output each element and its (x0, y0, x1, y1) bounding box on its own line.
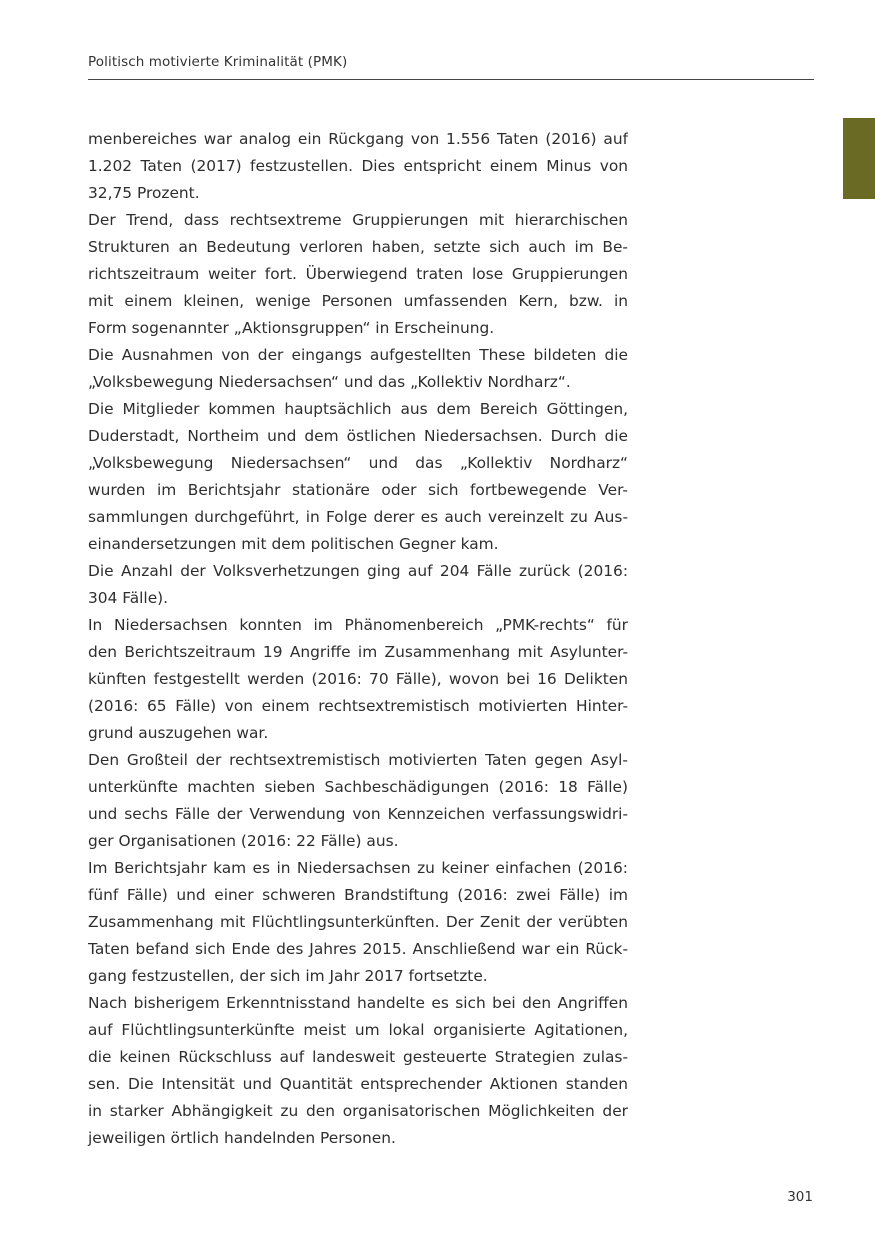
text-line: Strukturen an Bedeutung verloren haben, setzte sich auch im Be- (88, 238, 628, 256)
text-line: Zusammenhang mit Flüchtlingsunterkünften. Der Zenit der verübten (88, 913, 628, 931)
header-rule (88, 79, 814, 80)
text-line: fünf Fälle) und einer schweren Brandstiftung (2016: zwei Fälle) im (88, 886, 628, 904)
text-line: auf Flüchtlingsunterkünfte meist um lokal organisierte Agitationen, (88, 1021, 628, 1039)
text-line: Der Trend, dass rechtsextreme Gruppierungen mit hierarchischen (88, 211, 628, 229)
text-line: und sechs Fälle der Verwendung von Kennzeichen verfassungswidri- (88, 805, 628, 823)
text-line: sammlungen durchgeführt, in Folge derer es auch vereinzelt zu Aus- (88, 508, 628, 526)
page-number: 301 (787, 1189, 813, 1205)
text-line: gang festzustellen, der sich im Jahr 2017 fortsetzte. (88, 967, 488, 985)
text-line: 32,75 Prozent. (88, 184, 200, 202)
text-line: Taten befand sich Ende des Jahres 2015. Anschließend war ein Rück- (88, 940, 628, 958)
text-line: sen. Die Intensität und Quantität entsprechender Aktionen standen (88, 1075, 628, 1093)
text-line: unterkünfte machten sieben Sachbeschädigungen (2016: 18 Fälle) (88, 778, 628, 796)
chapter-thumb-tab (843, 118, 875, 199)
text-line: „Volksbewegung Niedersachsen“ und das „Kollektiv Nordharz“. (88, 373, 571, 391)
text-line: In Niedersachsen konnten im Phänomenbereich „PMK-rechts“ für (88, 616, 628, 634)
text-line: Im Berichtsjahr kam es in Niedersachsen zu keiner einfachen (2016: (88, 859, 628, 877)
text-line: „Volksbewegung Niedersachsen“ und das „Kollektiv Nordharz“ (88, 454, 628, 472)
text-line: Nach bisherigem Erkenntnisstand handelte es sich bei den Angriffen (88, 994, 628, 1012)
text-line: ger Organisationen (2016: 22 Fälle) aus. (88, 832, 399, 850)
text-line: 304 Fälle). (88, 589, 169, 607)
running-header: Politisch motivierte Kriminalität (PMK) (88, 54, 348, 70)
text-line: 1.202 Taten (2017) festzustellen. Dies entspricht einem Minus von (88, 157, 628, 175)
text-line: einandersetzungen mit dem politischen Gegner kam. (88, 535, 499, 553)
text-line: mit einem kleinen, wenige Personen umfassenden Kern, bzw. in (88, 292, 628, 310)
text-line: Den Großteil der rechtsextremistisch motivierten Taten gegen Asyl- (88, 751, 628, 769)
text-line: Die Mitglieder kommen hauptsächlich aus dem Bereich Göttingen, (88, 400, 628, 418)
text-line: künften festgestellt werden (2016: 70 Fälle), wovon bei 16 Delikten (88, 670, 628, 688)
text-line: Die Ausnahmen von der eingangs aufgestellten These bildeten die (88, 346, 628, 364)
text-line: den Berichtszeitraum 19 Angriffe im Zusammenhang mit Asylunter- (88, 643, 628, 661)
text-line: jeweiligen örtlich handelnden Personen. (88, 1129, 396, 1147)
text-line: die keinen Rückschluss auf landesweit gesteuerte Strategien zulas- (88, 1048, 628, 1066)
text-line: (2016: 65 Fälle) von einem rechtsextremistisch motivierten Hinter- (88, 697, 628, 715)
text-line: menbereiches war analog ein Rückgang von 1.556 Taten (2016) auf (88, 130, 628, 148)
text-line: richtszeitraum weiter fort. Überwiegend traten lose Gruppierungen (88, 265, 628, 283)
text-line: grund auszugehen war. (88, 724, 269, 742)
text-line: Duderstadt, Northeim und dem östlichen Niedersachsen. Durch die (88, 427, 628, 445)
text-line: Form sogenannter „Aktionsgruppen“ in Erscheinung. (88, 319, 495, 337)
text-line: Die Anzahl der Volksverhetzungen ging auf 204 Fälle zurück (2016: (88, 562, 628, 580)
text-line: wurden im Berichtsjahr stationäre oder sich fortbewegende Ver- (88, 481, 628, 499)
body-text (88, 126, 628, 1152)
text-line: in starker Abhängigkeit zu den organisatorischen Möglichkeiten der (88, 1102, 628, 1120)
